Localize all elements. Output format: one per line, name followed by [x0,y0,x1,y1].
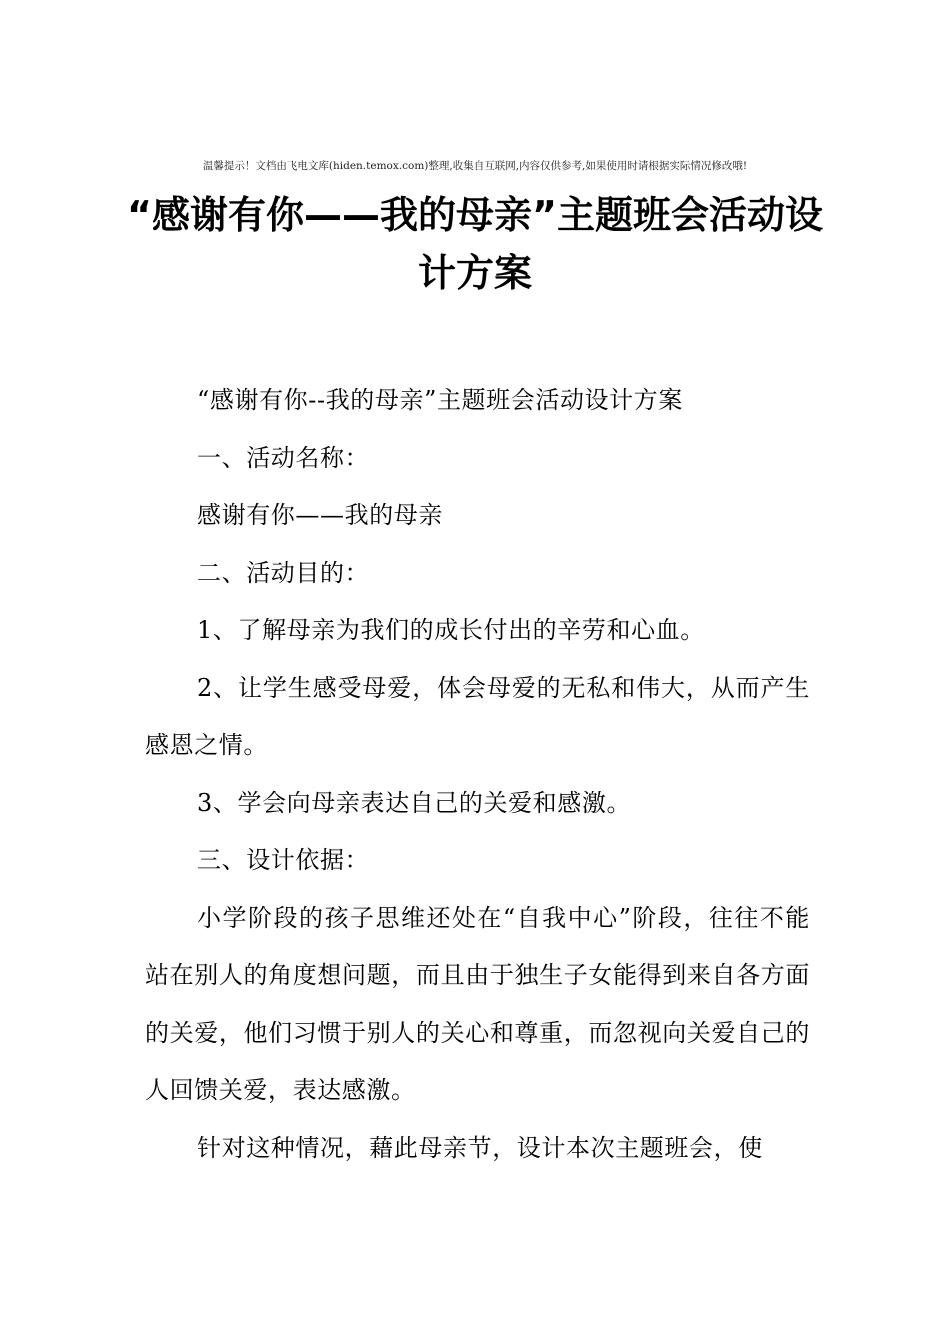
document-body [145,372,810,1177]
header-notice: 温馨提示！文档由飞电文库(hiden.temox.com)整理,收集自互联网,内容仅供参考,如果使用时请根据实际情况修改哦! [202,160,748,172]
paragraph: 二、活动目的： [197,558,370,587]
paragraph: “感谢有你--我的母亲”主题班会活动设计方案 [197,386,683,414]
paragraph: 针对这种情况，藉此母亲节，设计本次主题班会，使 [197,1133,763,1162]
paragraph: 1、了解母亲为我们的成长付出的辛劳和心血。 [197,616,705,644]
paragraph: 感谢有你——我的母亲 [197,501,443,529]
document-title: “感谢有你——我的母亲”主题班会活动设计方案 [127,193,823,295]
paragraph: 小学阶段的孩子思维还处在“自我中心”阶段，往往不能站在别人的角度想问题，而且由于独生子女能得到来自各方面的关爱，他们习惯于别人的关心和尊重，而忽视向关爱自己的人回馈关爱，表达感激。 [145,903,810,1104]
paragraph: 一、活动名称： [197,443,370,472]
paragraph: 三、设计依据： [197,846,370,874]
paragraph: 2、让学生感受母爱，体会母爱的无私和伟大，从而产生感恩之情。 [145,673,810,759]
paragraph: 3、学会向母亲表达自己的关爱和感激。 [197,788,632,817]
